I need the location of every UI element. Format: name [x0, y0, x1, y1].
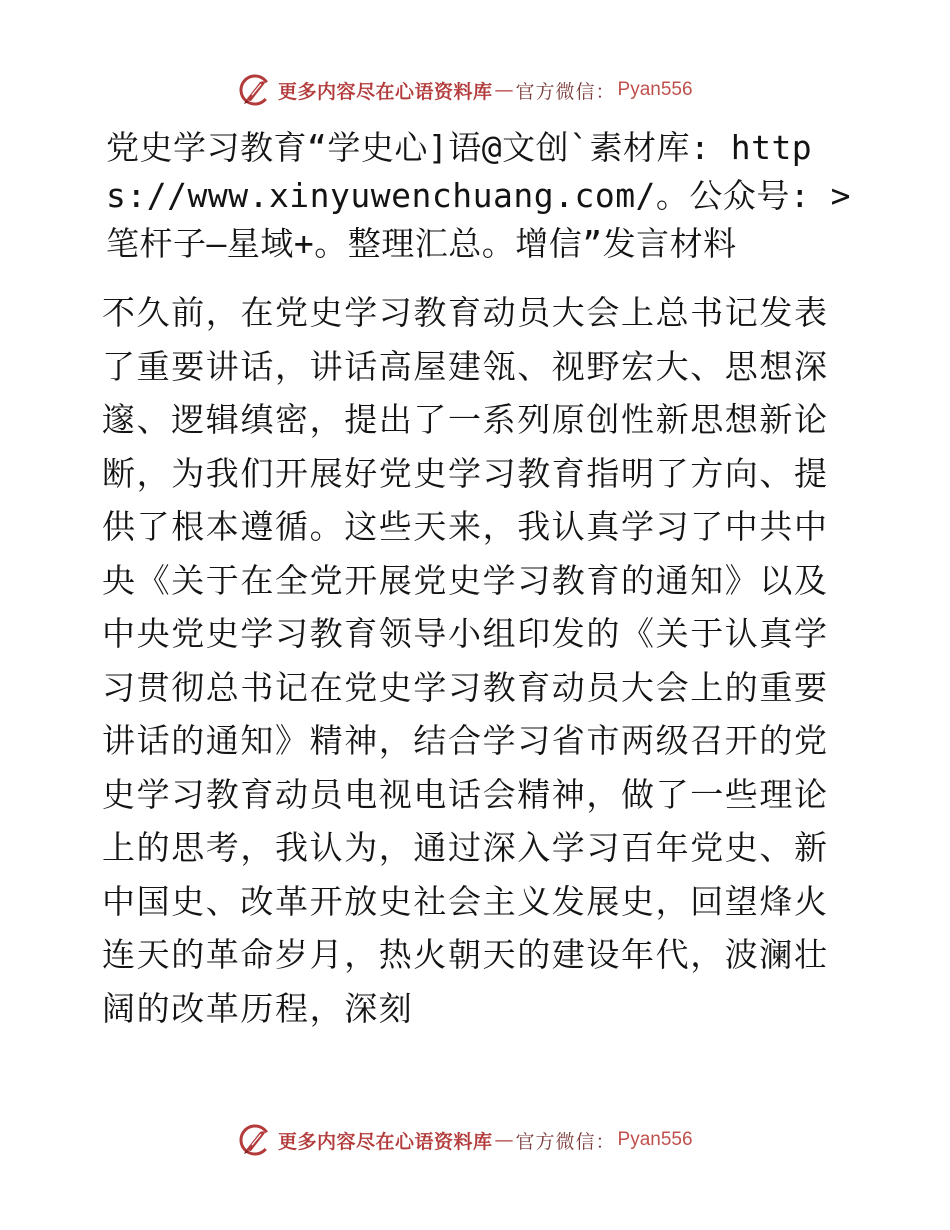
banner-label: 官方微信：: [515, 1130, 616, 1153]
document-content: [96, 124, 856, 1035]
quill-pen-icon: [238, 73, 272, 107]
quill-pen-icon: [238, 1123, 272, 1157]
wechat-id: Pyan556: [617, 1129, 693, 1150]
banner-dash: —: [494, 79, 514, 101]
banner-dash: —: [494, 1129, 514, 1151]
banner-text: 更多内容尽在心语资料库: [278, 80, 493, 103]
banner-text: 更多内容尽在心语资料库: [278, 1130, 493, 1153]
wechat-id: Pyan556: [617, 79, 693, 100]
document-title: 党史学习教育“学史心]语@文创`素材库: https://www.xinyuwenchuang.com/。公众号: >笔杆子—星域+。整理汇总。增信”发言材料: [106, 128, 852, 263]
body-paragraph: 不久前，在党史学习教育动员大会上总书记发表了重要讲话，讲话高屋建瓴、视野宏大、思想深邃、逻辑缜密，提出了一系列原创性新思想新论断，为我们开展好党史学习教育指明了方向、提供了根本遵循。这些天来，我认真学习了中共中央《关于在全党开展党史学习教育的通知》以及中央党史学习教育领导小组印发的《关于认真学习贯彻总书记在党史学习教育动员大会上的重要讲话的通知》精神，结合学习省市两级召开的党史学习教育动员电视电话会精神，做了一些理论上的思考，我认为，通过深入学习百年党史、新中国史、改革开放史社会主义发展史，回望烽火连天的革命岁月，热火朝天的建设年代，波澜壮阔的改革历程，深刻: [102, 293, 829, 1028]
header-watermark: [238, 70, 718, 110]
footer-watermark: [238, 1120, 718, 1160]
banner-label: 官方微信：: [515, 80, 616, 103]
